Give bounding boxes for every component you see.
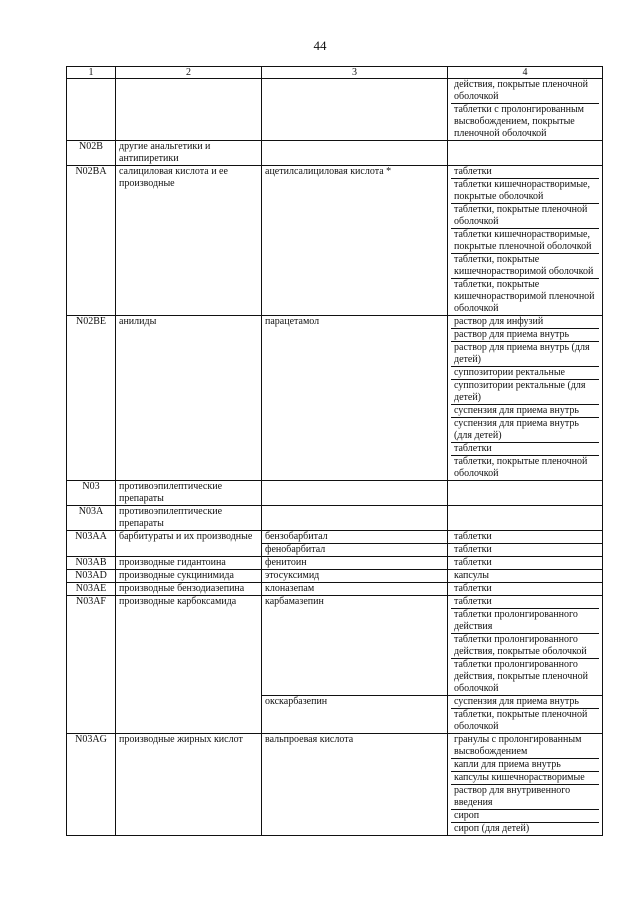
table-row [67,79,603,141]
group-name-cell [116,79,262,141]
drug-name-cell: фенобарбитал [262,544,448,557]
dosage-forms-cell [448,531,603,544]
table-row [67,316,603,481]
dosage-forms-cell [448,141,603,166]
dosage-form [451,481,599,493]
dosage-form: раствор для приема внутрь [451,329,599,342]
dosage-forms-cell [448,557,603,570]
dosage-form: таблетки [454,531,492,542]
atc-code-cell: N02BE [67,316,116,481]
dosage-form: таблетки кишечнорастворимые, покрытые пленочной оболочкой [451,229,599,254]
group-name-cell: анилиды [116,316,262,481]
group-name-cell: производные сукцинимида [116,570,262,583]
atc-code-cell: N03AB [67,557,116,570]
group-name-cell: противоэпилептические препараты [116,481,262,506]
dosage-form: раствор для внутривенного введения [451,785,599,810]
atc-code-cell: N03AD [67,570,116,583]
dosage-form: таблетки с пролонгированным высвобождением, покрытые пленочной оболочкой [454,104,585,139]
group-name-cell: противоэпилептические препараты [116,506,262,531]
drug-name-cell: вальпроевая кислота [262,734,448,836]
dosage-forms-cell [448,583,603,596]
dosage-form: раствор для инфузий [451,316,599,329]
dosage-form: сироп [451,810,599,823]
atc-code-cell: N03AF [67,596,116,734]
dosage-form: таблетки [451,596,599,609]
dosage-form: раствор для приема внутрь (для детей) [451,342,599,367]
dosage-form: капсулы кишечнорастворимые [451,772,599,785]
drug-name-cell [262,141,448,166]
dosage-form: таблетки [454,544,492,555]
dosage-form: суспензия для приема внутрь [451,405,599,418]
dosage-form: таблетки пролонгированного действия [451,609,599,634]
atc-code-cell: N03AE [67,583,116,596]
atc-code-cell: N03AG [67,734,116,836]
dosage-form: таблетки, покрытые пленочной оболочкой [451,204,599,229]
group-name-cell: производные жирных кислот [116,734,262,836]
dosage-form: таблетки пролонгированного действия, покрытые пленочной оболочкой [454,659,588,694]
column-header: 2 [116,67,262,79]
dosage-form: таблетки [451,443,599,456]
dosage-form: таблетки кишечнорастворимые, покрытые оболочкой [451,179,599,204]
group-name-cell: производные гидантоина [116,557,262,570]
group-name-cell: другие анальгетики и антипиретики [116,141,262,166]
table-body [67,79,603,836]
column-header: 4 [448,67,603,79]
table-row [67,570,603,583]
dosage-form: капли для приема внутрь [451,759,599,772]
drug-name-cell: парацетамол [262,316,448,481]
group-name-cell: производные бензодиазепина [116,583,262,596]
column-header: 1 [67,67,116,79]
dosage-form: суппозитории ректальные [451,367,599,380]
atc-code-cell: N03AA [67,531,116,557]
drug-name-cell: фенитоин [262,557,448,570]
table-row [67,506,603,531]
drug-table [66,66,603,836]
dosage-form [451,141,599,153]
dosage-form: сироп (для детей) [454,823,530,834]
drug-name-cell: бензобарбитал [262,531,448,544]
table-row [67,596,603,696]
drug-name-cell [262,506,448,531]
dosage-form: таблетки [454,583,492,594]
table-row [67,583,603,596]
dosage-forms-cell [448,544,603,557]
atc-code-cell: N03 [67,481,116,506]
page-number: 44 [313,38,327,53]
dosage-form: таблетки [451,166,599,179]
dosage-form: таблетки, покрытые пленочной оболочкой [454,709,588,732]
atc-code-cell: N02BA [67,166,116,316]
drug-name-cell: окскарбазепин [262,696,448,734]
dosage-form [451,506,599,518]
dosage-forms-cell [448,734,603,836]
dosage-forms-cell [448,570,603,583]
dosage-form: суспензия для приема внутрь (для детей) [451,418,599,443]
column-header: 3 [262,67,448,79]
dosage-form: действия, покрытые пленочной оболочкой [451,79,599,104]
table-row [67,734,603,836]
atc-code-cell: N02B [67,141,116,166]
drug-name-cell: клоназепам [262,583,448,596]
table-row [67,141,603,166]
drug-name-cell: карбамазепин [262,596,448,696]
dosage-forms-cell [448,316,603,481]
dosage-form: таблетки, покрытые пленочной оболочкой [454,456,588,479]
atc-code-cell [67,79,116,141]
table-row [67,166,603,316]
group-name-cell: производные карбоксамида [116,596,262,734]
dosage-forms-cell [448,696,603,734]
dosage-forms-cell [448,166,603,316]
drug-name-cell: ацетилсалициловая кислота * [262,166,448,316]
table-row [67,531,603,544]
dosage-form: капсулы [454,570,489,581]
dosage-forms-cell [448,481,603,506]
dosage-form: таблетки пролонгированного действия, покрытые оболочкой [451,634,599,659]
dosage-form: таблетки, покрытые кишечнорастворимой оболочкой [451,254,599,279]
dosage-form: суспензия для приема внутрь [451,696,599,709]
atc-code-cell: N03A [67,506,116,531]
drug-name-cell [262,481,448,506]
table-header-row [67,67,603,79]
dosage-forms-cell [448,596,603,696]
dosage-form: таблетки [454,557,492,568]
group-name-cell: салициловая кислота и ее производные [116,166,262,316]
table-row [67,557,603,570]
group-name-cell: барбитураты и их производные [116,531,262,557]
dosage-form: суппозитории ректальные (для детей) [451,380,599,405]
drug-name-cell: этосуксимид [262,570,448,583]
dosage-form: таблетки, покрытые кишечнорастворимой пленочной оболочкой [454,279,595,314]
dosage-form: гранулы с пролонгированным высвобождением [451,734,599,759]
dosage-forms-cell [448,79,603,141]
dosage-forms-cell [448,506,603,531]
table-row [67,481,603,506]
drug-name-cell [262,79,448,141]
